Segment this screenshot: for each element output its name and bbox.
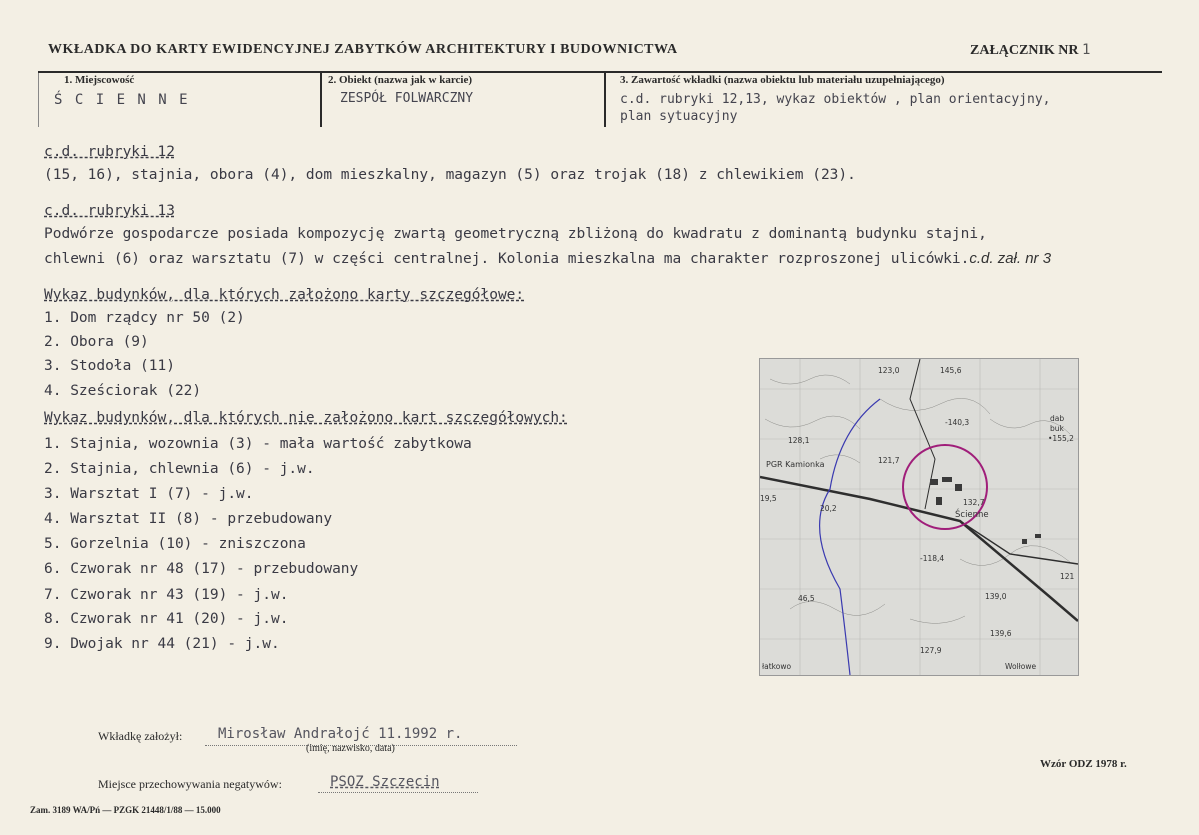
other-list-item: 6. Czworak nr 48 (17) - przebudowany bbox=[44, 561, 359, 577]
founder-value: Mirosław Andrałojć 11.1992 r. bbox=[218, 726, 463, 742]
object-value: ZESPÓŁ FOLWARCZNY bbox=[340, 91, 474, 106]
location-map bbox=[759, 358, 1079, 676]
map-label: Ścienne bbox=[955, 510, 989, 520]
content-value-line1: c.d. rubryki 12,13, wykaz obiektów , plan orientacyjny, bbox=[620, 92, 1051, 107]
column-rule-0 bbox=[38, 73, 39, 127]
map-label: 139,0 bbox=[985, 592, 1007, 601]
other-list-item: 8. Czworak nr 41 (20) - j.w. bbox=[44, 611, 289, 627]
map-label: 121 bbox=[1060, 572, 1075, 581]
founder-caption: (imię, nazwisko, data) bbox=[306, 743, 395, 754]
heading-rubric-12: c.d. rubryki 12 bbox=[44, 144, 175, 160]
map-label: •155,2 bbox=[1048, 434, 1074, 443]
other-list-item: 1. Stajnia, wozownia (3) - mała wartość zabytkowa bbox=[44, 436, 472, 452]
annex-label bbox=[970, 42, 1090, 59]
object-label: 2. Obiekt (nazwa jak w karcie) bbox=[328, 74, 473, 86]
map-label: 127,9 bbox=[920, 646, 942, 655]
map-label: 132,7 bbox=[963, 498, 985, 507]
map-label: 139,6 bbox=[990, 629, 1012, 638]
print-info: Zam. 3189 WA/Pń — PZGK 21448/1/88 — 15.000 bbox=[30, 805, 221, 815]
detailed-list-heading: Wykaz budynków, dla których założono karty szczegółowe: bbox=[44, 287, 525, 303]
map-label: buk bbox=[1050, 424, 1064, 433]
other-list-item: 7. Czworak nr 43 (19) - j.w. bbox=[44, 587, 289, 603]
heading-rubric-13: c.d. rubryki 13 bbox=[44, 203, 175, 219]
detailed-list-item: 3. Stodoła (11) bbox=[44, 358, 175, 374]
map-label: Wolłowe bbox=[1005, 662, 1037, 671]
map-label: dab bbox=[1050, 414, 1065, 423]
map-label: 123,0 bbox=[878, 366, 900, 375]
place-value: Ś C I E N N E bbox=[54, 92, 190, 108]
other-list-item: 3. Warsztat I (7) - j.w. bbox=[44, 486, 254, 502]
rubric-13-line1: Podwórze gospodarcze posiada kompozycję zwartą geometryczną zbliżoną do kwadratu z dominantą budynku stajni, bbox=[44, 226, 987, 242]
detailed-list-item: 2. Obora (9) bbox=[44, 334, 149, 350]
map-label: -140,3 bbox=[945, 418, 970, 427]
place-label: 1. Miejscowość bbox=[64, 74, 135, 86]
column-rule-2 bbox=[604, 73, 606, 127]
founder-label: Wkładkę założył: bbox=[98, 729, 183, 743]
other-list-heading: Wykaz budynków, dla których nie założono kart szczegółowych: bbox=[44, 410, 568, 426]
map-label: 121,7 bbox=[878, 456, 900, 465]
other-list-item: 9. Dwojak nr 44 (21) - j.w. bbox=[44, 636, 280, 652]
negatives-value: PSOZ Szczecin bbox=[330, 774, 440, 790]
map-label: łatkowo bbox=[762, 662, 792, 671]
pattern-label: Wzór ODZ 1978 r. bbox=[1040, 758, 1127, 770]
annex-label-text: ZAŁĄCZNIK NR bbox=[970, 43, 1079, 58]
rubric-12-text: (15, 16), stajnia, obora (4), dom mieszkalny, magazyn (5) oraz trojak (18) z chlewikiem (23). bbox=[44, 167, 856, 183]
content-label: 3. Zawartość wkładki (nazwa obiektu lub materiału uzupełniającego) bbox=[620, 74, 945, 86]
content-value-line2: plan sytuacyjny bbox=[620, 109, 738, 124]
map-label: 128,1 bbox=[788, 436, 810, 445]
map-label: 19,5 bbox=[760, 494, 777, 503]
rubric-13-line2 bbox=[44, 250, 1051, 267]
detailed-list-item: 1. Dom rządcy nr 50 (2) bbox=[44, 310, 245, 326]
column-rule-1 bbox=[320, 73, 322, 127]
other-list-item: 5. Gorzelnia (10) - zniszczona bbox=[44, 536, 306, 552]
map-label: PGR Kamionka bbox=[766, 460, 825, 469]
map-label: 145,6 bbox=[940, 366, 962, 375]
negatives-label: Miejsce przechowywania negatywów: bbox=[98, 777, 282, 791]
map-graphic bbox=[760, 359, 1078, 675]
other-list-item: 2. Stajnia, chlewnia (6) - j.w. bbox=[44, 461, 315, 477]
detailed-list-item: 4. Sześciorak (22) bbox=[44, 383, 202, 399]
map-label: -118,4 bbox=[920, 554, 945, 563]
other-list-item: 4. Warsztat II (8) - przebudowany bbox=[44, 511, 333, 527]
form-title: WKŁADKA DO KARTY EWIDENCYJNEJ ZABYTKÓW ARCHITEKTURY I BUDOWNICTWA bbox=[48, 42, 678, 57]
rubric-13-line2-text: chlewni (6) oraz warsztatu (7) w części centralnej. Kolonia mieszkalna ma charakter rozproszonej ulicówki. bbox=[44, 251, 970, 267]
handwritten-annex-note: c.d. zał. nr 3 bbox=[969, 250, 1052, 267]
annex-number: 1 bbox=[1082, 42, 1091, 58]
negatives-dotted-line bbox=[318, 792, 478, 793]
map-label: 46,5 bbox=[798, 594, 815, 603]
map-label: 20,2 bbox=[820, 504, 837, 513]
top-rule bbox=[38, 71, 1162, 73]
